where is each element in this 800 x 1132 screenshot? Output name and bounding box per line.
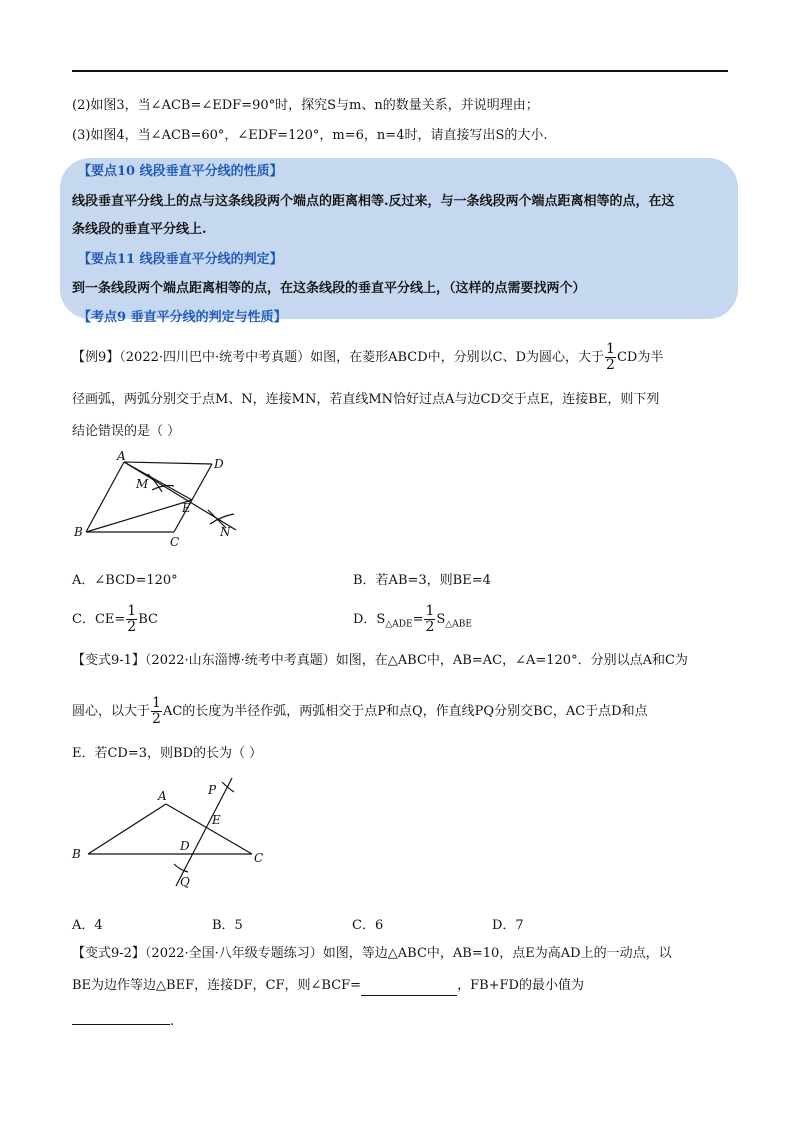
example-9-line2: 径画弧，两弧分别交于点M、N，连接MN，若直线MN恰好过点A与边CD交于点E，连接BE，则下列 (72, 392, 660, 407)
option-a: A．∠BCD=120° (72, 573, 178, 588)
example-9-line1 (72, 342, 663, 373)
question-2: (2)如图3，当∠ACB=∠EDF=90°时，探究S与m、n的数量关系，并说明理由； (72, 98, 539, 113)
label-E2: E (212, 813, 221, 827)
label-D2: D (180, 839, 190, 853)
key-point-10-title: 【要点10 线段垂直平分线的性质】 (78, 164, 283, 179)
variant-9-1-line1: 【变式9-1】（2022·山东淄博·统考中考真题）如图，在△ABC中，AB=AC，∠A=120°．分别以点A和C为 (72, 653, 688, 668)
option-9-1-a: A．4 (72, 918, 103, 933)
key-point-11-title: 【要点11 线段垂直平分线的判定】 (78, 252, 283, 267)
label-E: E (182, 501, 191, 515)
fraction-half: $\frac{1}{2}$ (606, 341, 615, 373)
fraction-half-2: $\frac{1}{2}$ (152, 695, 161, 727)
option-9-1-c: C．6 (352, 918, 384, 933)
label-C2: C (254, 851, 264, 865)
label-C: C (170, 535, 180, 548)
option-d: D．$S_{\triangle ADE}=$ $\frac{1}{2}$ $S_{\triangle ABE}$ (353, 603, 472, 635)
example-9-text-b: CD为半 (616, 350, 664, 365)
answer-blank-1[interactable] (361, 981, 457, 996)
question-3: (3)如图4，当∠ACB=60°，∠EDF=120°，m=6，n=4时，请直接写出S的大小. (72, 128, 548, 143)
example-9-line3: 结论错误的是（ ） (72, 424, 181, 439)
answer-blank-2[interactable] (72, 1010, 170, 1025)
key-point-11-text: 到一条线段两个端点距离相等的点，在这条线段的垂直平分线上，（这样的点需要找两个） (72, 281, 586, 296)
label-D: D (214, 457, 224, 471)
exam-point-9-title: 【考点9 垂直平分线的判定与性质】 (78, 310, 287, 325)
fraction-half-d: $\frac{1}{2}$ (425, 603, 435, 635)
triangle-figure (70, 774, 280, 892)
label-B2: B (72, 847, 81, 861)
label-P: P (208, 783, 217, 797)
option-9-1-d: D．7 (492, 918, 524, 933)
example-9-text-a: 【例9】（2022·四川巴中·统考中考真题）如图，在菱形ABCD中，分别以C、D为圆心，大于 (72, 350, 605, 365)
variant-9-2-line3: . (72, 1010, 174, 1032)
fraction-half-c: $\frac{1}{2}$ (127, 603, 137, 635)
top-rule (72, 70, 728, 72)
label-A: A (117, 449, 126, 463)
label-N: N (220, 525, 231, 539)
key-point-10-line1: 线段垂直平分线上的点与这条线段两个端点的距离相等.反过来，与一条线段两个端点距离相等的点，在这 (72, 194, 675, 209)
variant-9-1-line3: E．若CD=3，则BD的长为（ ） (72, 746, 263, 761)
label-A2: A (158, 789, 167, 803)
label-Q: Q (180, 875, 190, 889)
variant-9-1-line2: 圆心，以大于 $\frac{1}{2}$ AC的长度为半径作弧，两弧相交于点P和点Q，作直线PQ分别交BC，AC于点D和点 (72, 695, 648, 727)
variant-9-2-line2: BE为边作等边△BEF，连接DF，CF，则∠BCF= ，FB+FD的最小值为 (72, 976, 584, 996)
option-b: B．若AB=3，则BE=4 (353, 573, 491, 588)
label-B: B (74, 525, 83, 539)
option-c: C．CE= $\frac{1}{2}$ BC (72, 603, 158, 635)
rhombus-figure (70, 448, 250, 548)
label-M: M (136, 477, 149, 491)
option-9-1-b: B．5 (212, 918, 243, 933)
key-point-10-line2: 条线段的垂直平分线上. (72, 222, 207, 237)
variant-9-2-line1: 【变式9-2】（2022·全国·八年级专题练习）如图，等边△ABC中，AB=10，点E为高AD上的一动点，以 (72, 946, 672, 961)
